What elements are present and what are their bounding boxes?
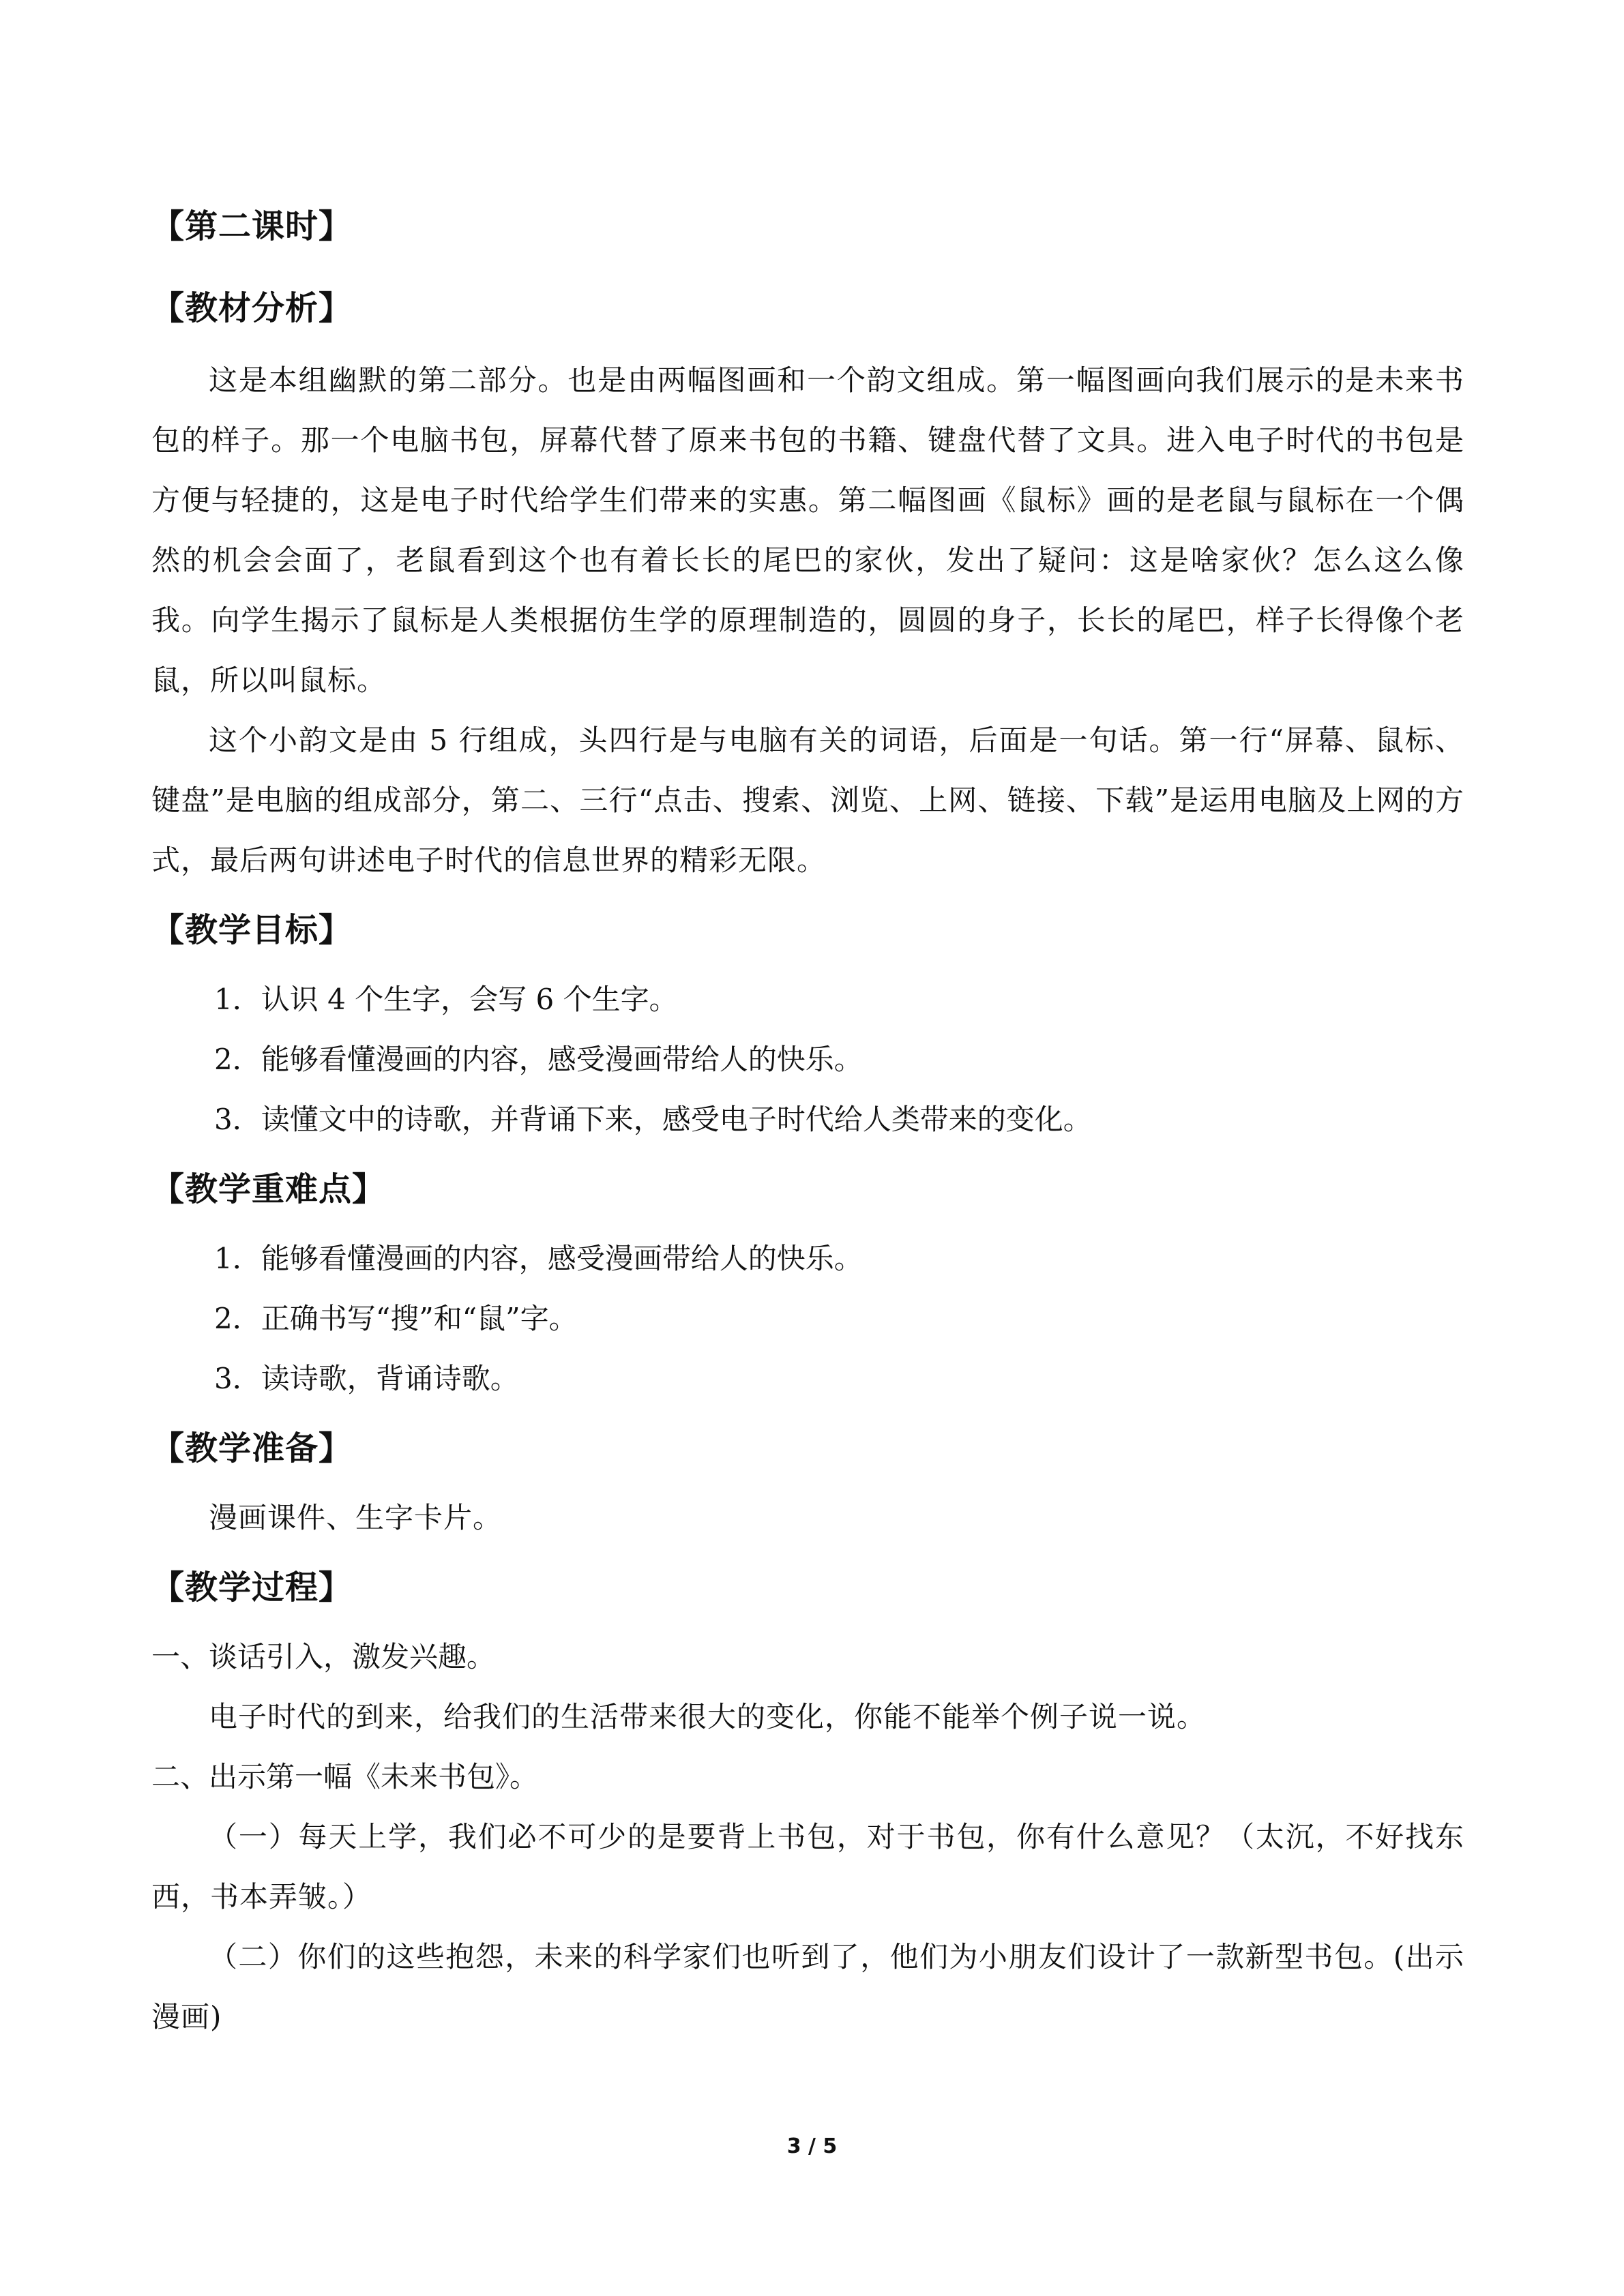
key-point-item-3: 3．读诗歌，背诵诗歌。: [214, 1362, 519, 1395]
section-heading-goals: 【教学目标】: [151, 911, 353, 949]
process-step-1-text: 电子时代的到来，给我们的生活带来很大的变化，你能不能举个例子说一说。: [209, 1700, 1207, 1733]
document-body: [151, 205, 1464, 2047]
goal-item-2: 2．能够看懂漫画的内容，感受漫画带给人的快乐。: [214, 1043, 863, 1076]
key-point-item-2: 2．正确书写“搜”和“鼠”字。: [214, 1302, 578, 1335]
section-heading-preparation: 【教学准备】: [151, 1429, 353, 1467]
process-step-2-title: 二、出示第一幅《未来书包》。: [151, 1760, 539, 1793]
process-step-1-title: 一、谈话引入，激发兴趣。: [151, 1640, 496, 1673]
analysis-paragraph-1: 这是本组幽默的第二部分。也是由两幅图画和一个韵文组成。第一幅图画向我们展示的是未来书包的样子。那一个电脑书包，屏幕代替了原来书包的书籍、键盘代替了文具。进入电子时代的书包是方便与轻捷的，这是电子时代给学生们带来的实惠。第二幅图画《鼠标》画的是老鼠与鼠标在一个偶然的机会会面了，老鼠看到这个也有着长长的尾巴的家伙，发出了疑问：这是啥家伙？怎么这么像我。向学生揭示了鼠标是人类根据仿生学的原理制造的，圆圆的身子，长长的尾巴，样子长得像个老鼠，所以叫鼠标。: [151, 363, 1464, 697]
key-point-item-1: 1．能够看懂漫画的内容，感受漫画带给人的快乐。: [214, 1242, 863, 1275]
page-number: 3 / 5: [786, 2134, 838, 2158]
section-heading-process: 【教学过程】: [151, 1568, 353, 1607]
lesson-title: 【第二课时】: [151, 207, 353, 245]
process-step-2-sub-2: （二）你们的这些抱怨，未来的科学家们也听到了，他们为小朋友们设计了一款新型书包。(出示漫画): [151, 1940, 1464, 2033]
process-step-2-sub-1: （一）每天上学，我们必不可少的是要背上书包，对于书包，你有什么意见？（太沉，不好找东西，书本弄皱。）: [151, 1820, 1464, 1913]
section-heading-key-points: 【教学重难点】: [151, 1170, 386, 1208]
analysis-paragraph-2: 这个小韵文是由 5 行组成，头四行是与电脑有关的词语，后面是一句话。第一行“屏幕、鼠标、键盘”是电脑的组成部分，第二、三行“点击、搜索、浏览、上网、链接、下载”是运用电脑及上网的方式，最后两句讲述电子时代的信息世界的精彩无限。: [151, 724, 1464, 877]
goal-item-1: 1．认识 4 个生字，会写 6 个生字。: [214, 983, 678, 1016]
goal-item-3: 3．读懂文中的诗歌，并背诵下来，感受电子时代给人类带来的变化。: [214, 1103, 1092, 1136]
section-heading-analysis: 【教材分析】: [151, 289, 353, 327]
preparation-text: 漫画课件、生字卡片。: [209, 1501, 503, 1534]
